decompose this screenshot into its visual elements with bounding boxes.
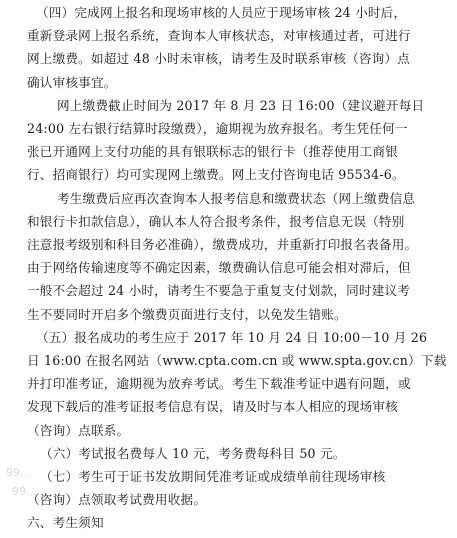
text-line-13: 一般不会超过 24 小时，请考生不要急于重复支付划款，同时建议考 [27,283,411,299]
watermark-text: 99... [12,485,37,498]
text-line-17: 并打印准考证，逾期视为放弃考试。考生下载准考证中遇有问题，或 [27,376,411,392]
text-line-21: （七）考生可于证书发放期间凭准考证或成绩单前往现场审核 [40,469,386,484]
text-line-14: 生不要同时开启多个缴费页面进行支付，以免发生错账。 [27,306,347,322]
text-line-16: 日 16:00 在报名网站（www.cpta.com.cn 或 www.spta.gov.cn）下载 [27,353,447,368]
watermark-text: 99... [6,466,31,479]
text-line-12: 由于网络传输速度等不确定因素，缴费确认信息可能会相对滞后，但 [27,260,411,276]
text-line-5: 网上缴费截止时间为 2017 年 8 月 23 日 16:00（建议避开每日 [57,97,425,113]
text-line-2: 重新登录网上报名系统，查询本人审核状态，对审核通过者，可进行 [27,28,411,44]
text-line-20: （六）考试报名费每人 10 元，考务费每科目 50 元。 [40,445,346,461]
text-line-15: （五）报名成功的考生应于 2017 年 10 月 24 日 10:00－10 月 26 [36,329,428,345]
text-line-3: 网上缴费。如超过 48 小时未审核，请考生及时联系审核（咨询）点 [27,51,411,67]
text-line-9: 考生缴费后应再次查询本人报考信息和缴费状态（网上缴费信息 [57,190,416,206]
text-line-10: 和银行卡扣款信息），确认本人符合报考条件，报考信息无误（特别 [27,213,405,229]
text-line-1: （四）完成网上报名和现场审核的人员应于现场审核 24 小时后， [36,5,407,20]
text-line-7: 张已开通网上支付功能的具有银联标志的银行卡（推荐使用工商银 [27,144,399,160]
text-line-11: 注意报考级别和科目务必准确），缴费成功，并重新打印报名表备用。 [27,237,418,252]
text-line-6: 24:00 左右银行结算时段缴费），逾期视为放弃报名。考生凭任何一 [27,121,408,136]
text-line-18: 发现下载后的准考证报考信息有误，请及时与本人相应的现场审核 [27,399,399,415]
text-line-19: （咨询）点联系。 [27,422,130,438]
text-line-8: 行、招商银行）均可实现网上缴费。网上支付咨询电话 95534-6。 [27,167,405,183]
text-line-4: 确认审核事宜。 [27,74,117,90]
section-heading-6: 六、考生须知 [27,515,104,531]
text-line-22: （咨询）点领取考试费用收据。 [27,492,207,508]
